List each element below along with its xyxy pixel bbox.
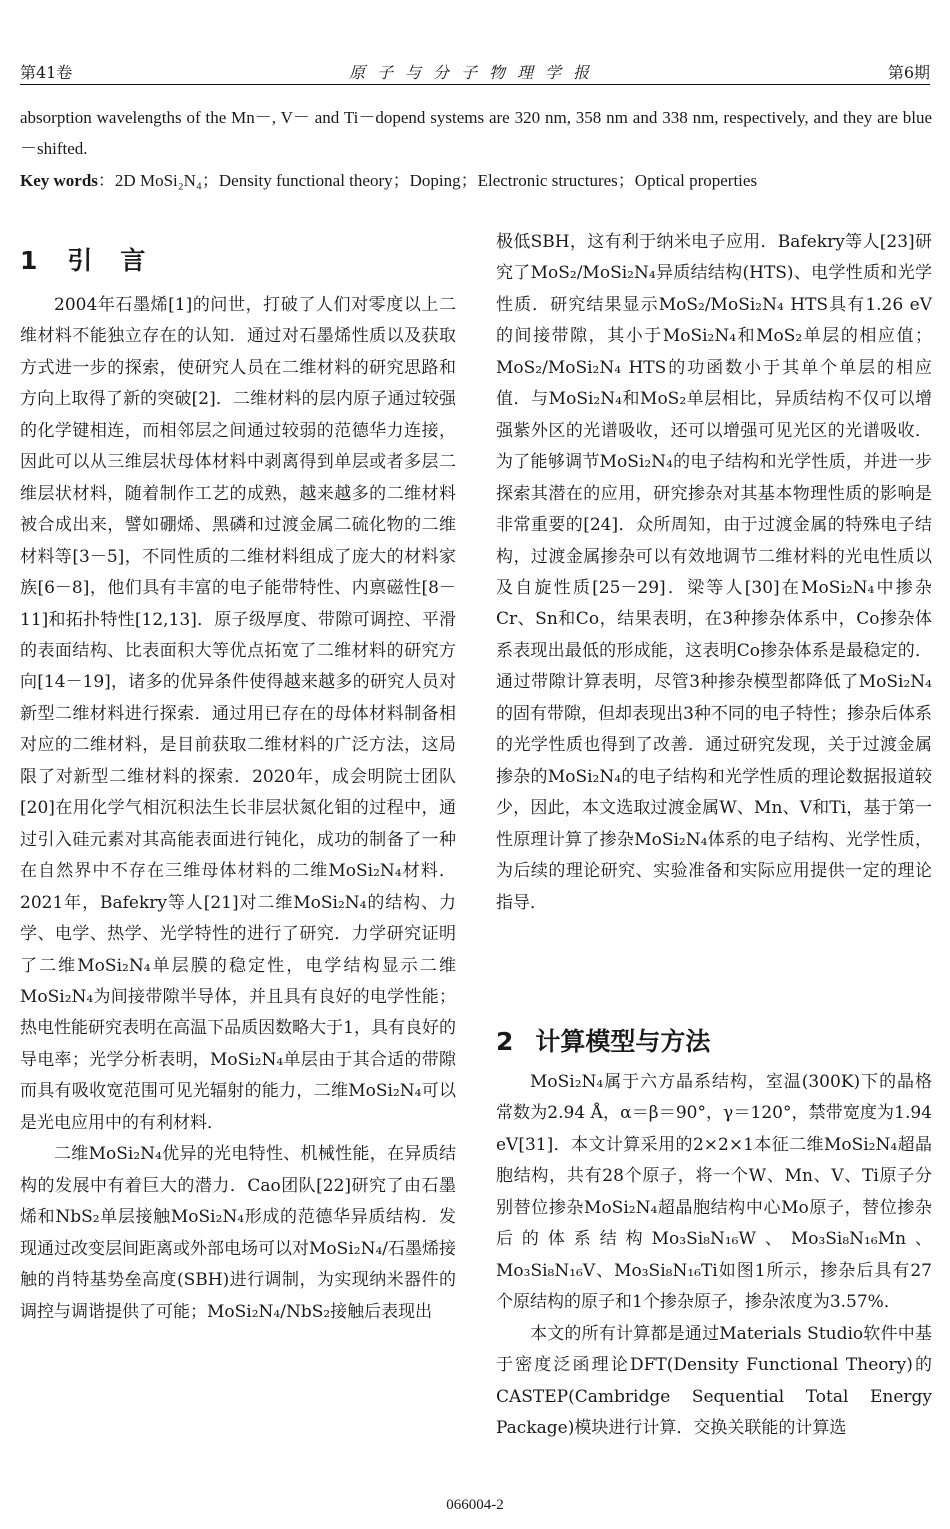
section-2-title: 计算模型与方法 <box>535 1027 711 1056</box>
header-rule <box>20 84 930 85</box>
keywords-line <box>20 165 932 196</box>
page-number: 066004-2 <box>446 1497 504 1513</box>
keywords-text: ：2D MoSi₂N₄；Density functional theory；Doping；Electronic structures；Optical properties <box>97 171 758 190</box>
issue-label: 第6期 <box>887 63 930 82</box>
keywords-label: Key words <box>20 171 98 190</box>
section-2-number: 2 <box>496 1027 514 1056</box>
section-1-title: 引言 <box>67 246 174 275</box>
intro-paragraph-1: 2004年石墨烯[1]的问世，打破了人们对零度以上二维材料不能独立存在的认知．通过对石墨烯性质以及获取方式进一步的探索，使研究人员在二维材料的研究思路和方向上取得了新的突破[2]．二维材料的层内原子通过较强的化学键相连，而相邻层之间通过较弱的范德华力连接，因此可以从三维层状母体材料中剥离得到单层或者多层二维层状材料，随着制作工艺的成熟，越来越多的二维材料被合成出来，譬如硼烯、黑磷和过渡金属二硫化物的二维材料等[3－5]，不同性质的二维材料组成了庞大的材料家族[6－8]，他们具有丰富的电子能带特性、内禀磁性[8－11]和拓扑特性[12,13]．原子级厚度、带隙可调控、平滑的表面结构、比表面积大等优点拓宽了二维材料的研究方向[14－19]，诸多的优异条件使得越来越多的研究人员对新型二维材料进行探索．通过用已存在的母体材料制备相对应的二维材料，是目前获取二维材料的广泛方法，这局限了对新型二维材料的探索．2020年，成会明院士团队[20]在用化学气相沉积法生长非层状氮化钼的过程中，通过引入硅元素对其高能表面进行钝化，成功的制备了一种在自然界中不存在三维母体材料的二维MoSi₂N₄材料．2021年，Bafekry等人[21]对二维MoSi₂N₄的结构、力学、电学、热学、光学特性的进行了研究．力学研究证明了二维MoSi₂N₄单层膜的稳定性，电学结构显示二维MoSi₂N₄为间接带隙半导体，并且具有良好的电学性能；热电性能研究表明在高温下品质因数略大于1，具有良好的导电率；光学分析表明，MoSi₂N₄单层由于其合适的带隙而具有吸收宽范围可见光辐射的能力，二维MoSi₂N₄可以是光电应用中的有利材料． <box>20 295 456 1133</box>
section-1-number: 1 <box>20 246 38 275</box>
right-column <box>496 227 932 919</box>
method-paragraph-2: 本文的所有计算都是通过Materials Studio软件中基于密度泛函理论DFT(Density Functional Theory)的CASTEP(Cambridge Sequential Total Energy Package)模块进行计算．交换关联能的计算选 <box>496 1323 932 1438</box>
volume-label: 第41卷 <box>20 63 73 82</box>
intro-paragraph-2: 二维MoSi₂N₄优异的光电特性、机械性能，在异质结构的发展中有着巨大的潜力．Cao团队[22]研究了由石墨烯和NbS₂单层接触MoSi₂N₄形成的范德华异质结构．发现通过改变层间距离或外部电场可以对MoSi₂N₄/石墨烯接触的肖特基势垒高度(SBH)进行调制，为实现纳米器件的调控与调谐提供了可能；MoSi₂N₄/NbS₂接触后表现出 <box>20 1144 456 1322</box>
intro-paragraph-2-continued: 极低SBH，这有利于纳米电子应用．Bafekry等人[23]研究了MoS₂/MoSi₂N₄异质结结构(HTS)、电学性质和光学性质．研究结果显示MoS₂/MoSi₂N₄ HTS具有1.26 eV的间接带隙，其小于MoSi₂N₄和MoS₂单层的相应值；MoS₂/MoSi₂N₄ HTS的功函数小于其单个单层的相应值．与MoSi₂N₄和MoS₂单层相比，异质结构不仅可以增强紫外区的光谱吸收，还可以增强可见光区的光谱吸收．为了能够调节MoSi₂N₄的电子结构和光学性质，并进一步探索其潜在的应用，研究掺杂对其基本物理性质的影响是非常重要的[24]．众所周知，由于过渡金属的特殊电子结构，过渡金属掺杂可以有效地调节二维材料的光电性质以及自旋性质[25－29]．梁等人[30]在MoSi₂N₄中掺杂Cr、Sn和Co，结果表明，在3种掺杂体系中，Co掺杂体系表现出最低的形成能，这表明Co掺杂体系是最稳定的．通过带隙计算表明，尽管3种掺杂模型都降低了MoSi₂N₄的固有带隙，但却表现出3种不同的电子特性；掺杂后体系的光学性质也得到了改善．通过研究发现，关于过渡金属掺杂的MoSi₂N₄的电子结构和光学性质的理论数据报道较少，因此，本文选取过渡金属W、Mn、V和Ti，基于第一性原理计算了掺杂MoSi₂N₄体系的电子结构、光学性质，为后续的理论研究、实验准备和实际应用提供一定的理论指导． <box>496 232 932 913</box>
journal-title: 原子与分子物理学报 <box>348 63 601 82</box>
method-paragraph-1: MoSi₂N₄属于六方晶系结构，室温(300K)下的晶格常数为2.94 Å，α＝β＝90°，γ＝120°，禁带宽度为1.94 eV[31]．本文计算采用的2×2×1本征二维MoSi₂N₄超晶胞结构，共有28个原子，将一个W、Mn、V、Ti原子分别替位掺杂MoSi₂N₄超晶胞结构中心Mo原子，替位掺杂后的体系结构Mo₃Si₈N₁₆W、Mo₃Si₈N₁₆Mn、Mo₃Si₈N₁₆V、Mo₃Si₈N₁₆Ti如图1所示，掺杂后具有27个原结构的原子和1个掺杂原子，掺杂浓度为3.57%． <box>496 1072 932 1313</box>
running-header <box>20 60 930 86</box>
section-2-body <box>496 1067 932 1444</box>
section-2-heading <box>496 1022 710 1058</box>
left-column <box>20 290 456 1328</box>
section-1-heading <box>20 241 173 277</box>
abstract-tail: absorption wavelengths of the Mn－, V－ and Ti－dopend systems are 320 nm, 358 nm and 338 nm, respectively, and they are blue－shifted. <box>20 108 932 158</box>
